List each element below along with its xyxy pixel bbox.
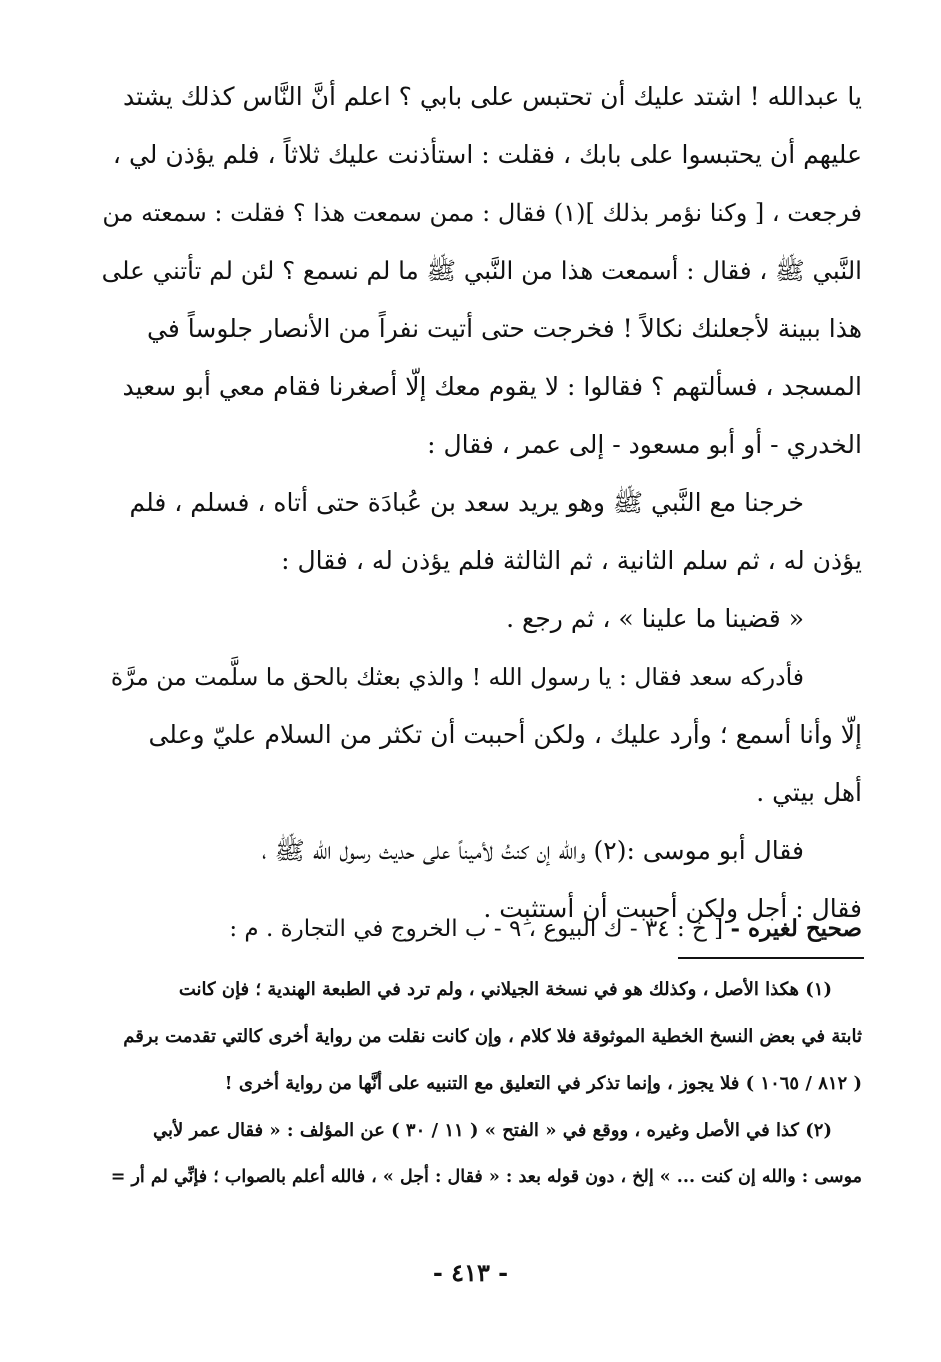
text-line: يا عبدالله ! اشتد عليك أن تحتبس على بابي ؟ اعلم أنَّ النَّاس كذلك يشتد <box>122 82 862 111</box>
text-line: عليهم أن يحتبسوا على بابك ، فقلت : استأذنت عليك ثلاثاً ، فلم يؤذن لي ، <box>112 140 862 169</box>
text-line: فقال أبو موسى :(٢) والله إن كنتُ لأميناً على حديث رسول الله ﷺ ، <box>261 836 804 865</box>
text-line: يؤذن له ، ثم سلم الثانية ، ثم الثالثة فلم يؤذن له ، فقال : <box>281 546 862 575</box>
main-text <box>100 68 862 938</box>
footnote-line: موسى : والله إن كنت ... » إلخ ، دون قوله بعد : « فقال : أجل » ، فالله أعلم بالصواب ؛ فإنِّي لم أر = <box>110 1167 862 1187</box>
text-line: فرجعت ، [ وكنا نؤمر بذلك ](١) فقال : ممن سمعت هذا ؟ فقلت : سمعته من <box>102 199 862 227</box>
footnotes <box>100 966 862 1201</box>
footnote-line: ثابتة في بعض النسخ الخطية الموثوقة فلا كلام ، وإن كانت نقلت من رواية أخرى كالتي تقدمت برقم <box>123 1026 862 1047</box>
source-reference: [ خ : ٣٤ - ك البيوع ، ٩ - ب الخروج في التجارة . م : <box>229 916 731 942</box>
grade-label: صحيح لغيره - <box>730 915 862 942</box>
text-line: المسجد ، فسألتهم ؟ فقالوا : لا يقوم معك إلّا أصغرنا فقام معي أبو سعيد <box>122 372 862 401</box>
text-line: هذا ببينة لأجعلنك نكالاً ! فخرجت حتى أتيت نفراً من الأنصار جلوساً في <box>147 314 862 343</box>
text-line: إلّا وأنا أسمع ؛ وأرد عليك ، ولكن أحببت أن تكثر من السلام عليّ وعلى <box>148 720 862 749</box>
page-number: - ٤١٣ - <box>432 1258 509 1287</box>
footnote-line: (١) هكذا الأصل ، وكذلك هو في نسخة الجيلاني ، ولم ترد في الطبعة الهندية ؛ فإن كانت <box>178 979 832 1000</box>
hadith-source <box>100 903 862 955</box>
text-line: النَّبي ﷺ ، فقال : أسمعت هذا من النَّبي ﷺ ما لم نسمع ؟ لئن لم تأتني على <box>101 256 862 285</box>
text-line: فقال : أجل ولكن أحببت أن أستثبِت . <box>483 894 862 923</box>
footnote-line: (٢) كذا في الأصل وغيره ، ووقع في « الفتح » ( ١١ / ٣٠ ) عن المؤلف : « فقال عمر لأبي <box>152 1120 832 1141</box>
text-line: خرجنا مع النَّبي ﷺ وهو يريد سعد بن عُبادَة حتى أتاه ، فسلم ، فلم <box>129 488 804 517</box>
footnote-separator <box>678 957 864 959</box>
text-line: فأدركه سعد فقال : يا رسول الله ! والذي بعثك بالحق ما سلَّمت من مرَّة <box>110 663 804 691</box>
footnote-line: ( ٨١٢ / ١٠٦٥ ) فلا يجوز ، وإنما تذكر في التعليق مع التنبيه على أنَّها من رواية أخرى ! <box>224 1073 862 1094</box>
text-line: الخدري - أو أبو مسعود - إلى عمر ، فقال : <box>427 430 862 459</box>
text-line: « قضينا ما علينا » ، ثم رجع . <box>506 604 804 633</box>
text-line: أهل بيتي . <box>756 778 862 807</box>
